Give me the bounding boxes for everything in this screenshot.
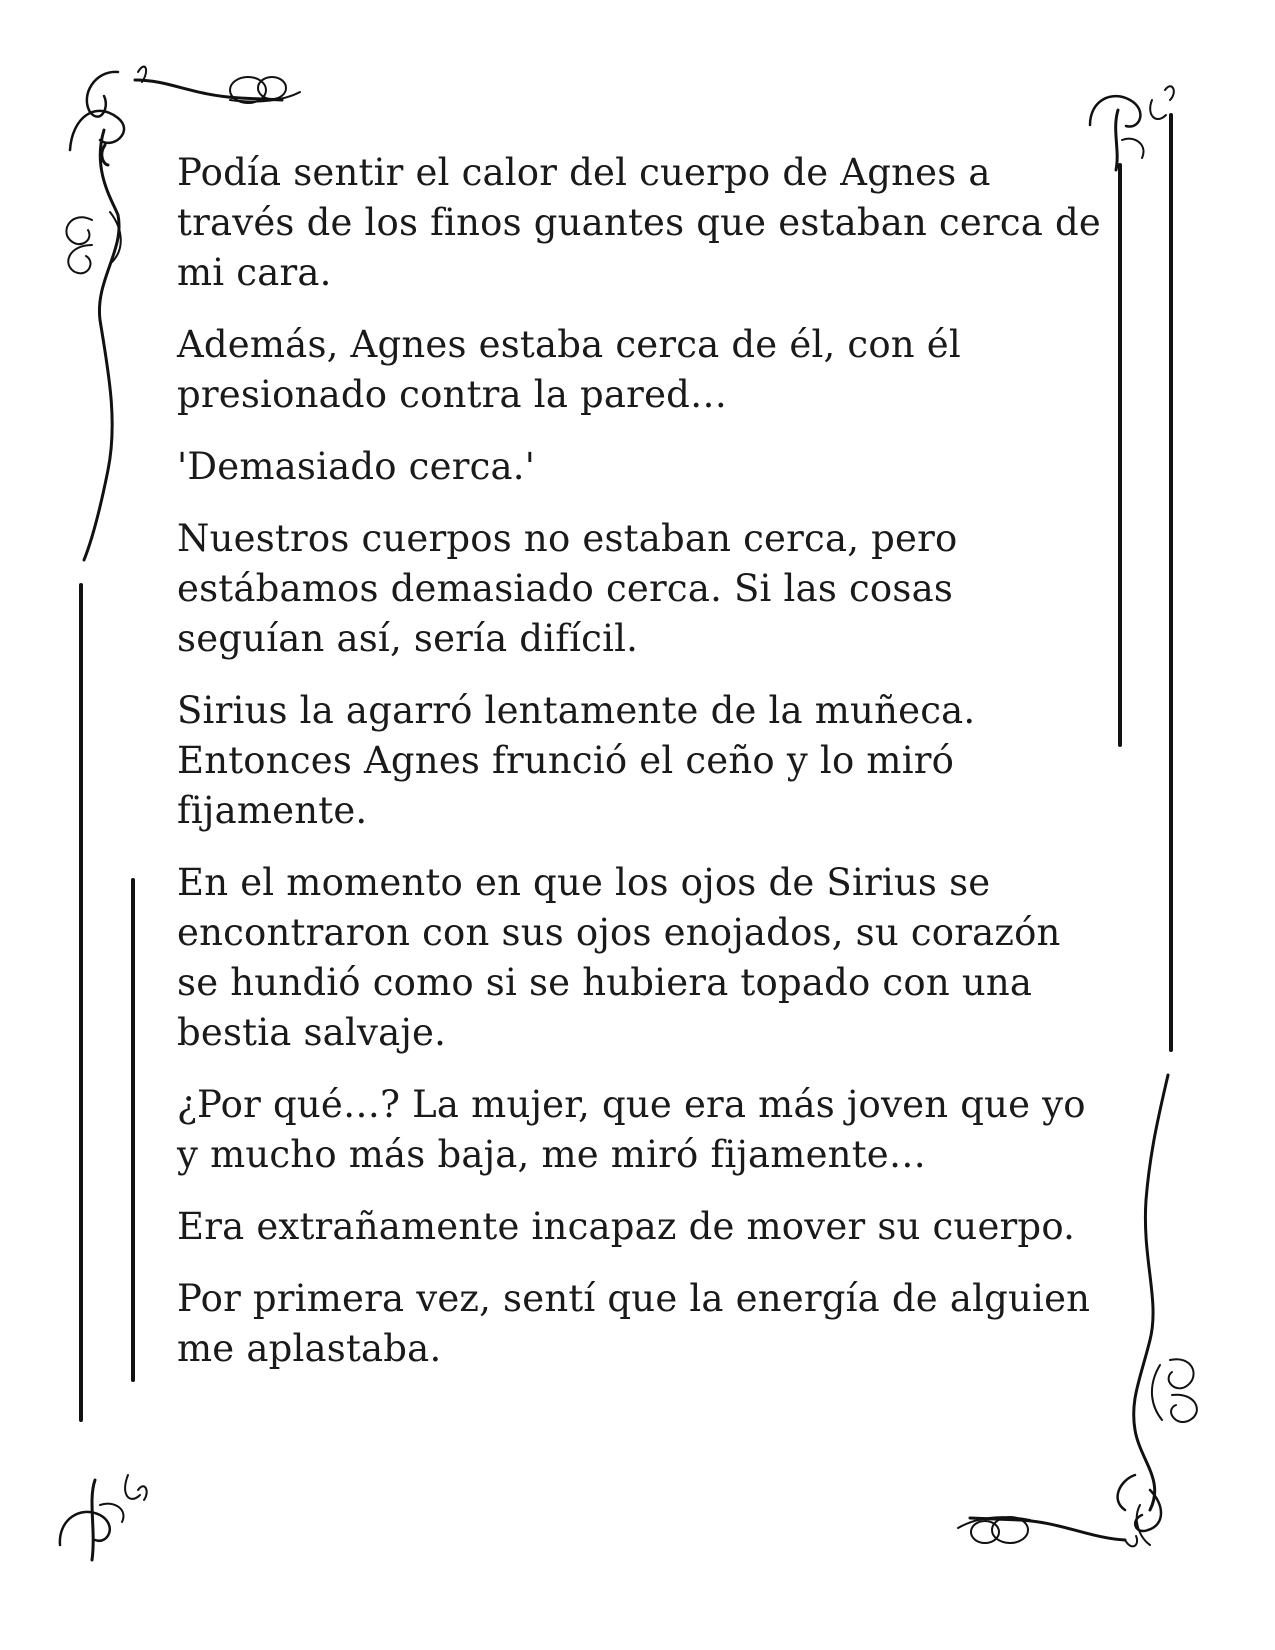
paragraph: Nuestros cuerpos no estaban cerca, pero estábamos demasiado cerca. Si las cosas seguían así, sería difícil.: [177, 517, 958, 660]
paragraph: En el momento en que los ojos de Sirius se encontraron con sus ojos enojados, su corazón se hundió como si se hubiera topado con una bestia salvaje.: [177, 861, 1061, 1054]
paragraph: Además, Agnes estaba cerca de él, con él presionado contra la pared…: [177, 323, 961, 416]
paragraph: Era extrañamente incapaz de mover su cuerpo.: [177, 1205, 1076, 1248]
paragraph: Por primera vez, sentí que la energía de alguien me aplastaba.: [177, 1277, 1091, 1370]
story-text: [177, 148, 1107, 1396]
paragraph: Sirius la agarró lentamente de la muñeca. Entonces Agnes frunció el ceño y lo miró fijamente.: [177, 689, 976, 832]
paragraph: Podía sentir el calor del cuerpo de Agnes a través de los finos guantes que estaban cerca de mi cara.: [177, 151, 1102, 294]
paragraph: 'Demasiado cerca.': [177, 445, 536, 488]
paragraph: ¿Por qué…? La mujer, que era más joven que yo y mucho más baja, me miró fijamente…: [177, 1083, 1086, 1176]
flourish-bottom-left-icon: [60, 1475, 147, 1560]
